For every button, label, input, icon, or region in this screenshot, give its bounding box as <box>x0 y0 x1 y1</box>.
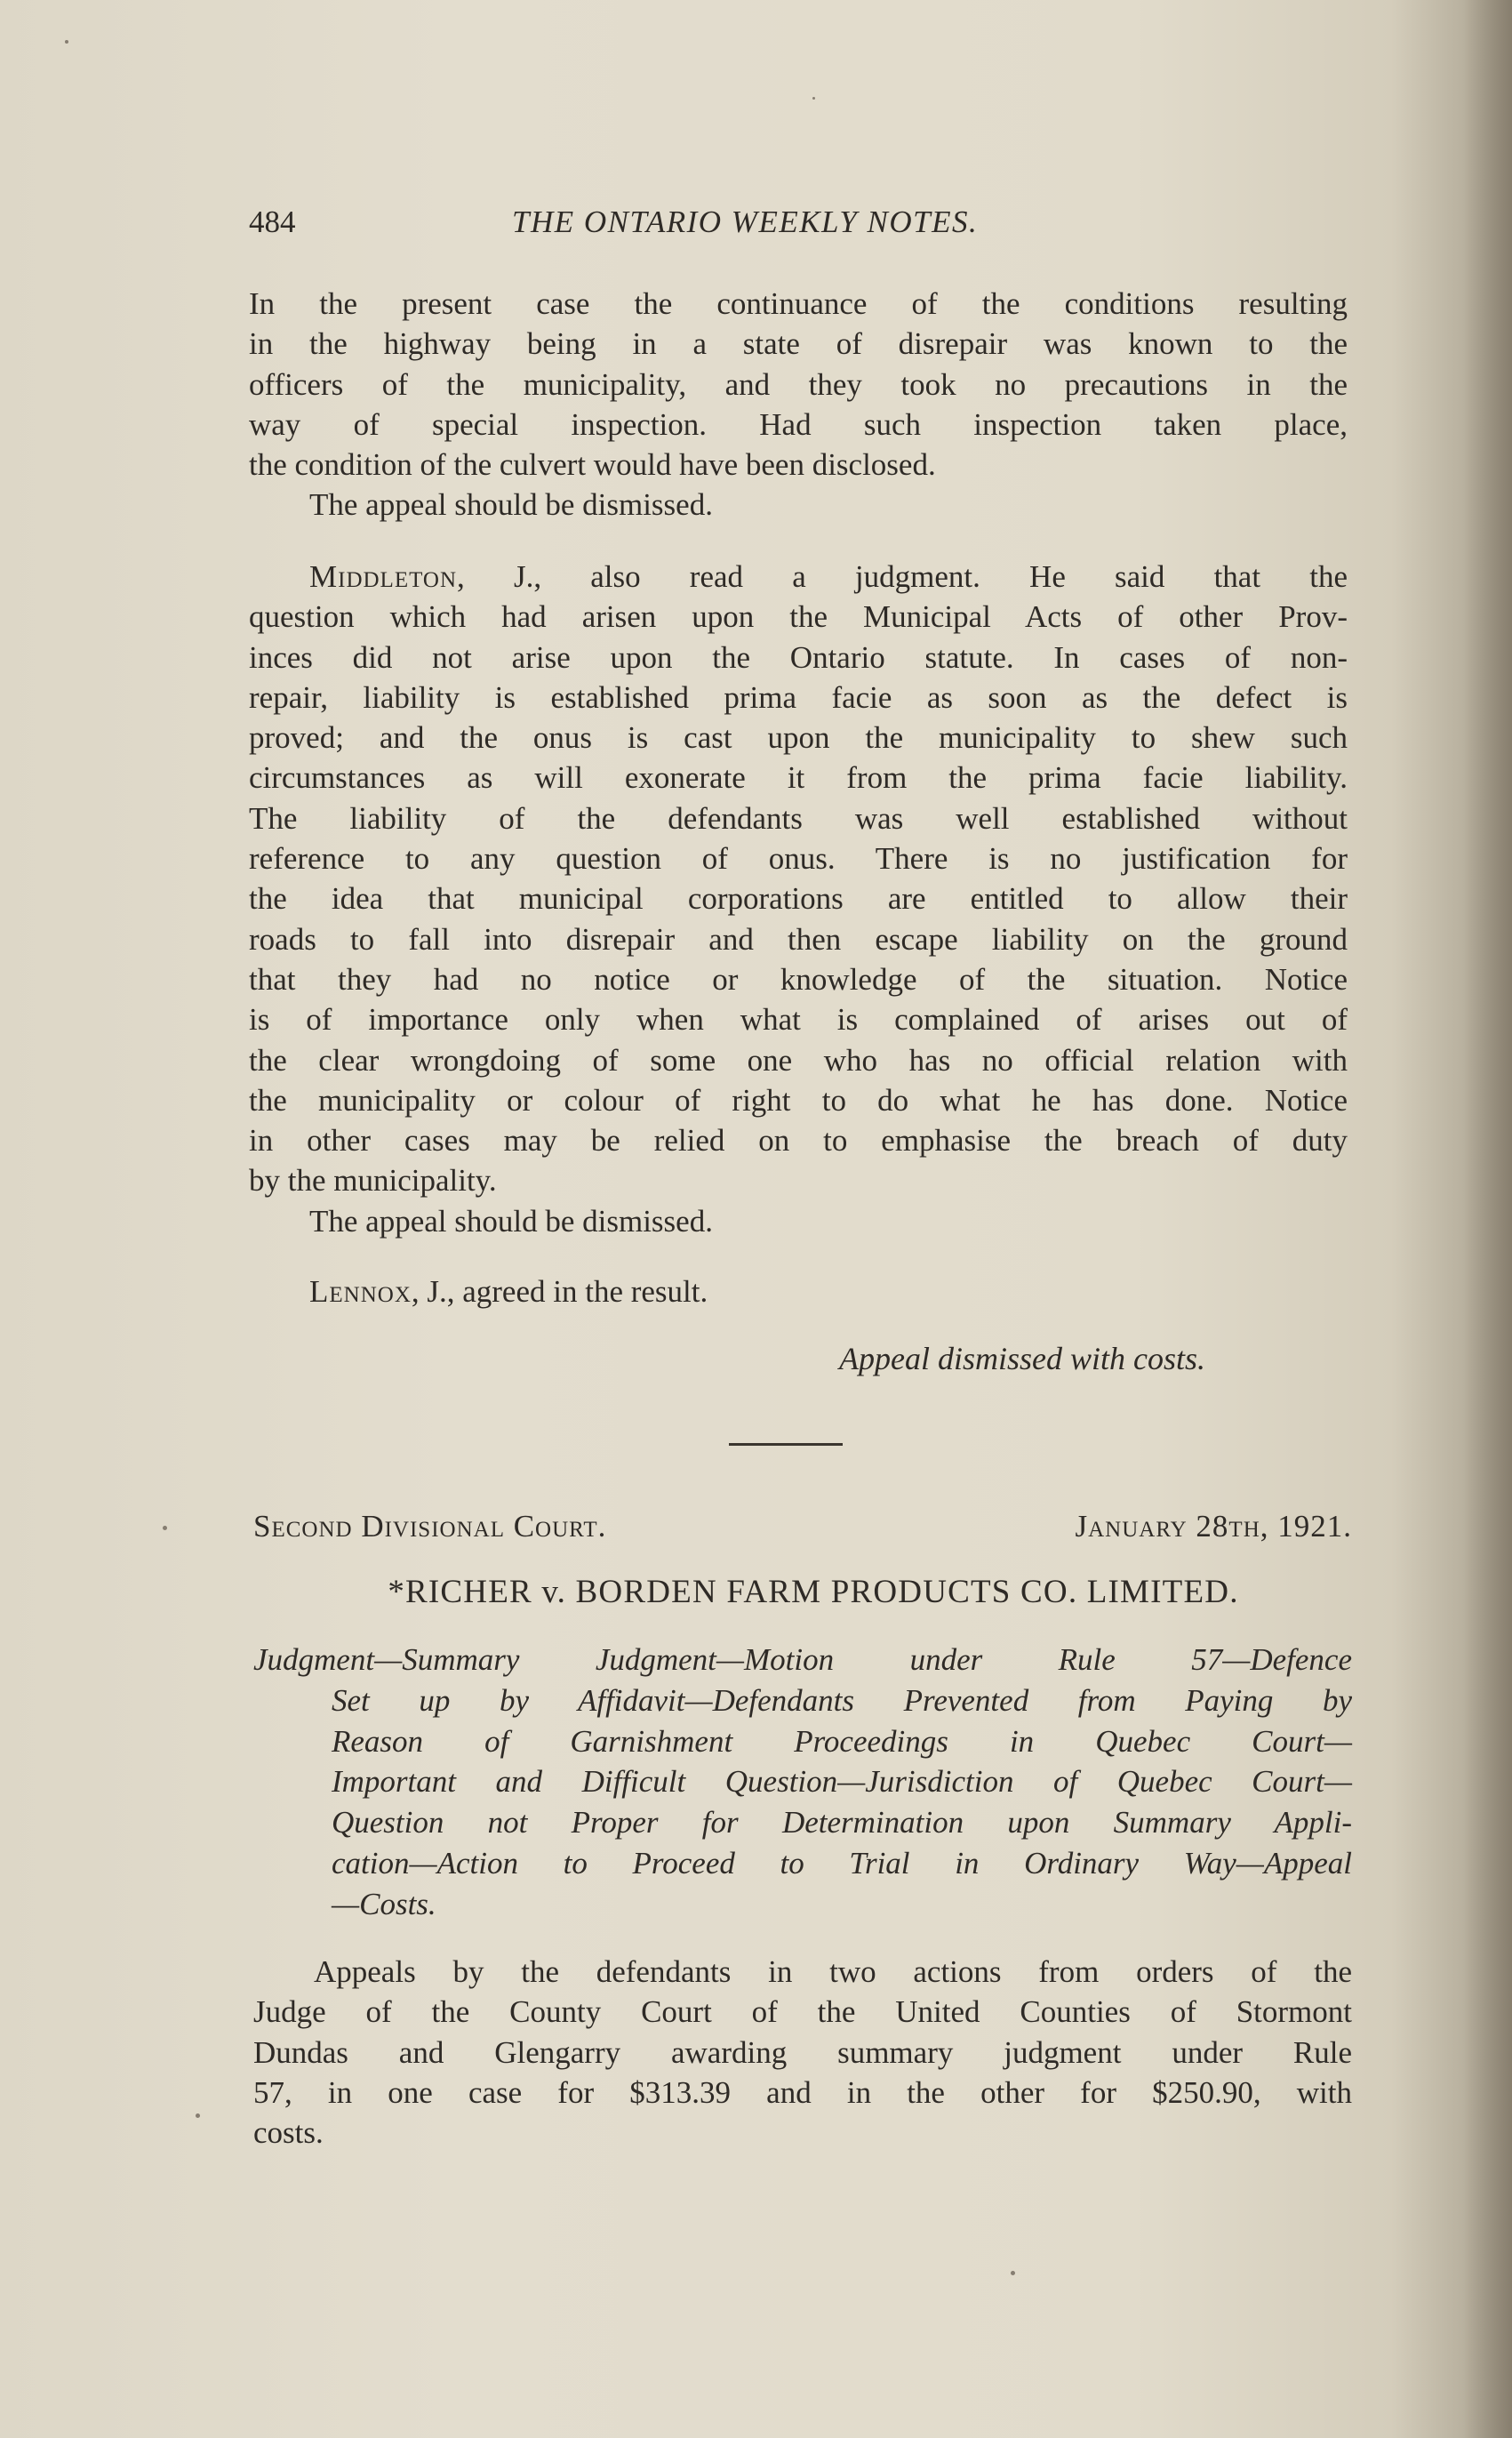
text-line: The liability of the defendants was well established without <box>249 800 1348 836</box>
text-line: question which had arisen upon the Municipal Acts of other Prov- <box>249 599 1348 635</box>
headnote-line: —Costs. <box>332 1886 436 1921</box>
text-line: Dundas and Glengarry awarding summary judgment under Rule <box>253 2034 1352 2070</box>
text-line: in the highway being in a state of disrepair was known to the <box>249 326 1348 362</box>
headnote-line: cation—Action to Proceed to Trial in Ordinary Way—Appeal <box>332 1845 1352 1881</box>
headnote-line: Question not Proper for Determination upon Summary Appli- <box>332 1805 1352 1841</box>
headnote-line: Judgment—Summary Judgment—Motion under Rule 57—Defence <box>253 1642 1352 1677</box>
paper-speck <box>812 97 815 100</box>
section-divider <box>729 1443 843 1446</box>
text-line: the condition of the culvert would have been disclosed. <box>249 447 936 483</box>
page-number: 484 <box>249 205 296 239</box>
line-rest: , J., agreed in the result. <box>411 1274 708 1309</box>
paper-speck <box>1011 2271 1015 2275</box>
headnote-line: Set up by Affidavit—Defendants Prevented from Paying by <box>332 1682 1352 1718</box>
text-line: Judge of the County Court of the United Counties of Stormont <box>253 1994 1352 2030</box>
judgment-conclusion-paragraph <box>249 284 1348 525</box>
text-line: the idea that municipal corporations are entitled to allow their <box>249 881 1348 917</box>
headnote-line: Important and Difficult Question—Jurisdiction of Quebec Court— <box>332 1764 1352 1800</box>
text-line: in other cases may be relied on to emphasise the breach of duty <box>249 1123 1348 1159</box>
paper-speck <box>65 40 68 44</box>
running-head <box>249 203 1348 242</box>
text-line: by the municipality. <box>249 1163 497 1199</box>
text-line: 57, in one case for $313.39 and in the other for $250.90, with <box>253 2074 1352 2110</box>
text-line: the clear wrongdoing of some one who has no official relation with <box>249 1042 1348 1078</box>
text-line: inces did not arise upon the Ontario statute. In cases of non- <box>249 639 1348 675</box>
disposition: Appeal dismissed with costs. <box>839 1341 1205 1376</box>
case-title: *RICHER v. BORDEN FARM PRODUCTS CO. LIMITED. <box>388 1574 1239 1610</box>
text-line: repair, liability is established prima facie as soon as the defect is <box>249 679 1348 715</box>
judge-name: Middleton <box>309 559 458 594</box>
running-title: THE ONTARIO WEEKLY NOTES. <box>512 205 979 239</box>
text-line: roads to fall into disrepair and then escape liability on the ground <box>249 921 1348 957</box>
text-line: In the present case the continuance of the conditions resulting <box>249 286 1348 321</box>
appeal-dismissed-line: The appeal should be dismissed. <box>309 1203 713 1239</box>
line-rest: , J., also read a judgment. He said that the <box>457 559 1348 594</box>
text-line: circumstances as will exonerate it from the prima facie liability. <box>249 760 1348 796</box>
text-line: proved; and the onus is cast upon the municipality to shew such <box>249 720 1348 756</box>
judgment-date: January 28th, 1921. <box>1075 1509 1352 1544</box>
headnote-line: Reason of Garnishment Proceedings in Quebec Court— <box>332 1723 1352 1759</box>
headnote <box>253 1640 1352 1925</box>
court-and-date-line <box>253 1504 1352 1549</box>
appeal-dismissed-line: The appeal should be dismissed. <box>309 487 713 523</box>
text-line: that they had no notice or knowledge of the situation. Notice <box>249 961 1348 997</box>
court-name: Second Divisional Court. <box>253 1509 607 1544</box>
text-line: way of special inspection. Had such inspection taken place, <box>249 406 1348 442</box>
paper-speck <box>163 1526 167 1530</box>
text-line: officers of the municipality, and they took no precautions in the <box>249 366 1348 402</box>
text-line: the municipality or colour of right to do what he has done. Notice <box>249 1082 1348 1118</box>
text-line: reference to any question of onus. There is no justification for <box>249 841 1348 877</box>
text-line: is of importance only when what is complained of arises out of <box>249 1002 1348 1038</box>
text-line <box>249 557 1348 597</box>
text-line: costs. <box>253 2115 324 2151</box>
lennox-paragraph <box>249 1271 1348 1311</box>
judge-name: Lennox <box>309 1274 412 1309</box>
paper-speck <box>196 2113 200 2118</box>
middleton-judgment-paragraph <box>249 557 1348 1241</box>
text-line: Appeals by the defendants in two actions from orders of the <box>314 1954 1352 1989</box>
text-line <box>249 1271 1348 1311</box>
statement-of-appeal-paragraph <box>253 1952 1352 2153</box>
